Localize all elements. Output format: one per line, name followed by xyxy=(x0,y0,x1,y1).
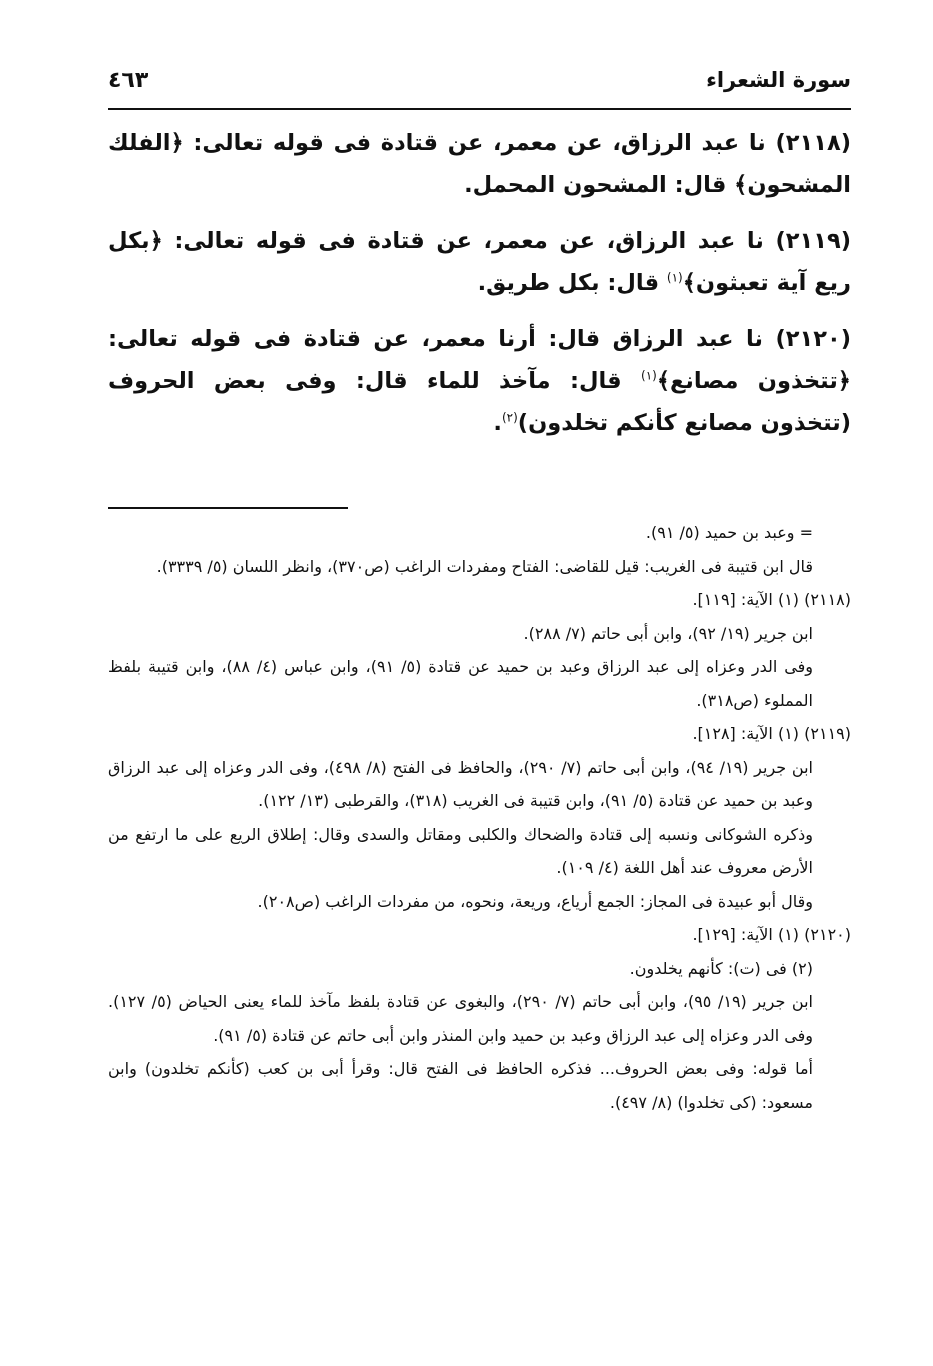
footnote-separator xyxy=(108,507,348,509)
entry-text: نا عبد الرزاق، عن معمر، عن قتادة فى قوله تعالى: ﴿بكل ريع آية تعبثون﴾ xyxy=(108,228,851,296)
header-rule xyxy=(108,108,851,110)
page-number: ٤٦٣ xyxy=(108,68,149,93)
footnote-ref: (١) xyxy=(641,368,657,383)
footnote-line: وذكره الشوكانى ونسبه إلى قتادة والضحاك والكلبى ومقاتل والسدى وقال: إطلاق الريع على ما ارتفع من الأرض معروف عند أهل اللغة (٤/ ١٠٩). xyxy=(108,824,813,877)
footnote-line: ابن جرير (١٩/ ٩٥)، وابن أبى حاتم (٧/ ٢٩٠)، والبغوى عن قتادة بلفظ مآخذ للماء يعنى الحياض (٥/ ١٢٧). وفى الدر وعزاه إلى عبد الرزاق وعبد بن حميد وابن المنذر وابن أبى حاتم عن قتادة (٥/ ٩١). xyxy=(108,992,813,1045)
footnotes xyxy=(108,516,851,1119)
entry-2120 xyxy=(108,318,851,444)
entry-text: نا عبد الرزاق قال: أرنا معمر، عن قتادة فى قوله تعالى: ﴿تتخذون مصانع﴾ xyxy=(108,326,851,394)
entry-number: (٢١١٨) xyxy=(775,130,851,156)
entry-text: قال: بكل طريق. xyxy=(477,270,667,296)
footnote-line: أما قوله: وفى بعض الحروف... فذكره الحافظ فى الفتح قال: وقرأ أبى بن كعب (كأنكم تخلدون) وابن مسعود: (كى تخلدوا) (٨/ ٤٩٧). xyxy=(108,1059,813,1112)
footnote-header: (٢١١٨) (١) الآية: [١١٩]. xyxy=(692,590,851,609)
page-header xyxy=(108,66,851,102)
entry-number: (٢١١٩) xyxy=(775,228,851,254)
footnote-line: (٢) فى (ت): كأنهم يخلدون. xyxy=(629,958,813,978)
footnote-header: (٢١٢٠) (١) الآية: [١٢٩]. xyxy=(692,925,851,944)
footnote-line: وقال أبو عبيدة فى المجاز: الجمع أرياع، وريعة، ونحوه، من مفردات الراغب (ص٢٠٨). xyxy=(257,891,813,911)
entry-text: قال: مآخذ للماء قال: وفى بعض الحروف (تتخذون مصانع كأنكم تخلدون) xyxy=(108,368,851,436)
entry-2118 xyxy=(108,122,851,206)
footnote-ref: (٢) xyxy=(501,410,518,425)
footnote-header: (٢١١٩) (١) الآية: [١٢٨]. xyxy=(692,724,851,743)
footnote-line: ابن جرير (١٩/ ٩٤)، وابن أبى حاتم (٧/ ٢٩٠)، والحافظ فى الفتح (٨/ ٤٩٨)، وفى الدر وعزاه إلى عبد الرزاق وعبد بن حميد عن قتادة (٥/ ٩١)، وابن قتيبة فى الغريب (٣١٨)، والقرطبى (١٣/ ١٢٢). xyxy=(108,757,813,810)
entry-text: . xyxy=(493,410,502,436)
footnote-line: ابن جرير (١٩/ ٩٢)، وابن أبى حاتم (٧/ ٢٨٨). xyxy=(523,623,813,643)
footnote-line: قال ابن قتيبة فى الغريب: قيل للقاضى: الفتاح ومفردات الراغب (ص٣٧٠)، وانظر اللسان (٥/ ٣٣٣٩). xyxy=(156,556,813,576)
entry-number: (٢١٢٠) xyxy=(775,326,851,352)
footnote-ref: (١) xyxy=(666,270,683,285)
surah-title: سورة الشعراء xyxy=(706,68,851,92)
entry-2119 xyxy=(108,220,851,304)
footnote-line: وفى الدر وعزاه إلى عبد الرزاق وعبد بن حميد عن قتادة (٥/ ٩١)، وابن عباس (٤/ ٨٨)، وابن قتيبة بلفظ المملوء (ص٣١٨). xyxy=(108,657,814,710)
main-text xyxy=(108,122,851,458)
entry-text: نا عبد الرزاق، عن معمر، عن قتادة فى قوله تعالى: ﴿الفلك المشحون﴾ قال: المشحون المحمل. xyxy=(108,130,851,198)
footnote-line: = وعبد بن حميد (٥/ ٩١). xyxy=(645,523,813,542)
